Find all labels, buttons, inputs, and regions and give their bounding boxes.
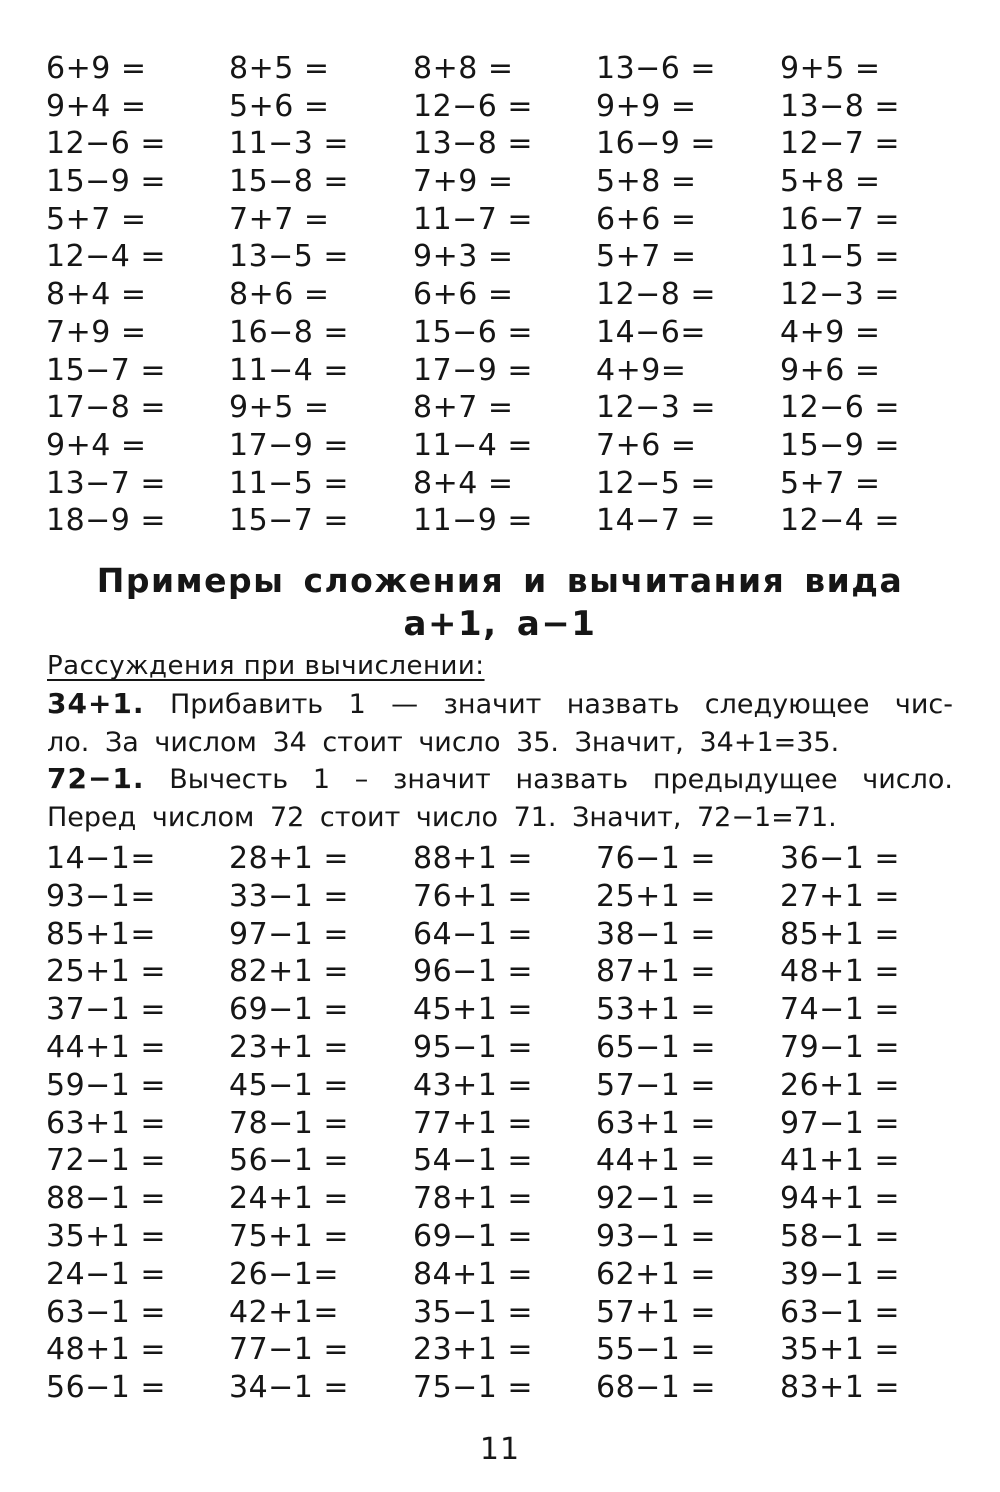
example-cell: 41+1 = [780,1143,901,1179]
example-cell: 9+5 = [229,390,330,426]
example-cell: 17−8 = [46,390,167,426]
example-cell: 11−4 = [229,352,350,388]
example-cell: 11−5 = [229,465,350,501]
example-cell: 82+1 = [229,954,350,990]
example-cell: 8+4 = [46,277,147,313]
example-cell: 13−8 = [780,88,901,124]
example-cell: 58−1 = [780,1218,901,1254]
reasoning-example-1-lead: 34+1. [47,687,145,720]
example-cell: 69−1 = [229,992,350,1028]
example-cell: 93−1= [46,878,157,914]
example-cell: 14−6= [596,314,707,350]
example-cell: 12−3 = [780,277,901,313]
example-cell: 13−7 = [46,465,167,501]
example-cell: 15−6 = [413,314,534,350]
example-cell: 13−6 = [596,51,717,86]
example-cell: 75−1 = [413,1370,534,1406]
example-cell: 8+7 = [413,390,514,426]
reasoning-example-2-text: Вычесть 1 – значит назвать предыдущее число. [169,764,953,795]
example-cell: 14−7 = [596,503,717,539]
example-cell: 44+1 = [596,1143,717,1179]
example-cell: 16−7 = [780,201,901,237]
example-cell: 55−1 = [596,1332,717,1368]
reasoning-title: Рассуждения при вычислении: [47,651,485,681]
example-cell: 53+1 = [596,992,717,1028]
example-cell: 93−1 = [596,1218,717,1254]
bottom-examples-grid [46,840,960,1407]
example-cell: 5+6 = [229,88,330,124]
example-cell: 6+6 = [596,201,697,237]
example-cell: 63−1 = [46,1294,167,1330]
example-cell: 6+9 = [46,51,147,86]
example-cell: 28+1 = [229,841,350,876]
example-cell: 68−1 = [596,1370,717,1406]
example-cell: 24+1 = [229,1181,350,1217]
example-cell: 57+1 = [596,1294,717,1330]
example-cell: 39−1 = [780,1256,901,1292]
example-cell: 9+9 = [596,88,697,124]
example-cell: 92−1 = [596,1181,717,1217]
example-cell: 69−1 = [413,1218,534,1254]
example-cell: 15−7 = [46,352,167,388]
example-cell: 27+1 = [780,878,901,914]
example-cell: 8+6 = [229,277,330,313]
example-cell: 77−1 = [229,1332,350,1368]
example-cell: 24−1 = [46,1256,167,1292]
example-cell: 26+1 = [780,1067,901,1103]
example-cell: 37−1 = [46,992,167,1028]
example-cell: 12−8 = [596,277,717,313]
example-cell: 63−1 = [780,1294,901,1330]
example-cell: 97−1 = [780,1105,901,1141]
example-cell: 8+8 = [413,51,514,86]
example-cell: 84+1 = [413,1256,534,1292]
example-cell: 8+5 = [229,51,330,86]
example-cell: 5+8 = [596,164,697,200]
example-cell: 9+3 = [413,239,514,275]
example-cell: 35+1 = [46,1218,167,1254]
example-cell: 42+1= [229,1294,340,1330]
reasoning-example-2 [47,760,953,836]
example-cell: 17−9 = [413,352,534,388]
example-cell: 35+1 = [780,1332,901,1368]
example-cell: 15−9 = [780,427,901,463]
example-cell: 62+1 = [596,1256,717,1292]
example-cell: 36−1 = [780,841,901,876]
example-cell: 7+7 = [229,201,330,237]
example-cell: 97−1 = [229,916,350,952]
top-examples-grid [46,50,960,540]
example-cell: 13−5 = [229,239,350,275]
example-cell: 9+6 = [780,352,881,388]
example-cell: 63+1 = [46,1105,167,1141]
example-cell: 83+1 = [780,1370,901,1406]
example-cell: 11−3 = [229,126,350,162]
example-cell: 11−7 = [413,201,534,237]
example-cell: 57−1 = [596,1067,717,1103]
reasoning-example-1-text: Прибавить 1 — значит назвать следующее чис- [169,689,953,720]
example-cell: 11−4 = [413,427,534,463]
example-cell: 85+1= [46,916,157,952]
example-cell: 12−3 = [596,390,717,426]
example-cell: 12−5 = [596,465,717,501]
example-cell: 65−1 = [596,1029,717,1065]
example-cell: 26−1= [229,1256,340,1292]
example-cell: 95−1 = [413,1029,534,1065]
example-cell: 35−1 = [413,1294,534,1330]
example-cell: 74−1 = [780,992,901,1028]
example-cell: 23+1 = [413,1332,534,1368]
example-cell: 34−1 = [229,1370,350,1406]
example-cell: 85+1 = [780,916,901,952]
example-cell: 64−1 = [413,916,534,952]
example-cell: 7+9 = [46,314,147,350]
example-cell: 59−1 = [46,1067,167,1103]
example-cell: 45−1 = [229,1067,350,1103]
section-heading: Примеры сложения и вычитания вида [96,561,904,600]
example-cell: 76+1 = [413,878,534,914]
example-cell: 78−1 = [229,1105,350,1141]
page-number: 11 [479,1432,521,1467]
example-cell: 45+1 = [413,992,534,1028]
example-cell: 9+4 = [46,427,147,463]
example-cell: 12−6 = [46,126,167,162]
example-cell: 88+1 = [413,841,534,876]
example-cell: 63+1 = [596,1105,717,1141]
example-cell: 43+1 = [413,1067,534,1103]
example-cell: 6+6 = [413,277,514,313]
example-cell: 5+7 = [46,201,147,237]
example-cell: 5+7 = [780,465,881,501]
example-cell: 4+9= [596,352,687,388]
reasoning-example-2-lead: 72−1. [47,762,145,795]
example-cell: 76−1 = [596,841,717,876]
reasoning-example-1 [47,685,953,761]
example-cell: 12−4 = [46,239,167,275]
example-cell: 15−8 = [229,164,350,200]
example-cell: 12−6 = [780,390,901,426]
example-cell: 72−1 = [46,1143,167,1179]
example-cell: 18−9 = [46,503,167,539]
example-cell: 15−7 = [229,503,350,539]
reasoning-example-1-line-2: ло. За числом 34 стоит число 35. Значит, 34+1=35. [47,726,840,758]
example-cell: 5+7 = [596,239,697,275]
example-cell: 12−6 = [413,88,534,124]
example-cell: 48+1 = [46,1332,167,1368]
example-cell: 78+1 = [413,1181,534,1217]
example-cell: 16−9 = [596,126,717,162]
example-cell: 38−1 = [596,916,717,952]
example-cell: 56−1 = [46,1370,167,1406]
example-cell: 77+1 = [413,1105,534,1141]
example-cell: 12−7 = [780,126,901,162]
example-cell: 87+1 = [596,954,717,990]
example-cell: 5+8 = [780,164,881,200]
example-cell: 94+1 = [780,1181,901,1217]
example-cell: 44+1 = [46,1029,167,1065]
example-cell: 54−1 = [413,1143,534,1179]
section-heading-formula: а+1, а−1 [403,604,597,644]
example-cell: 17−9 = [229,427,350,463]
example-cell: 25+1 = [596,878,717,914]
reasoning-example-1-line-1 [47,685,953,724]
example-cell: 9+5 = [780,51,881,86]
example-cell: 12−4 = [780,503,901,539]
example-cell: 7+6 = [596,427,697,463]
example-cell: 15−9 = [46,164,167,200]
reasoning-example-2-line-2: Перед числом 72 стоит число 71. Значит, 72−1=71. [47,801,837,833]
example-cell: 11−5 = [780,239,901,275]
reasoning-example-2-line-1 [47,760,953,799]
example-cell: 79−1 = [780,1029,901,1065]
example-cell: 33−1 = [229,878,350,914]
example-cell: 16−8 = [229,314,350,350]
example-cell: 75+1 = [229,1218,350,1254]
example-cell: 14−1= [46,841,157,876]
example-cell: 96−1 = [413,954,534,990]
example-cell: 9+4 = [46,88,147,124]
example-cell: 23+1 = [229,1029,350,1065]
example-cell: 11−9 = [413,503,534,539]
example-cell: 8+4 = [413,465,514,501]
example-cell: 88−1 = [46,1181,167,1217]
example-cell: 25+1 = [46,954,167,990]
example-cell: 7+9 = [413,164,514,200]
example-cell: 13−8 = [413,126,534,162]
example-cell: 4+9 = [780,314,881,350]
example-cell: 48+1 = [780,954,901,990]
example-cell: 56−1 = [229,1143,350,1179]
